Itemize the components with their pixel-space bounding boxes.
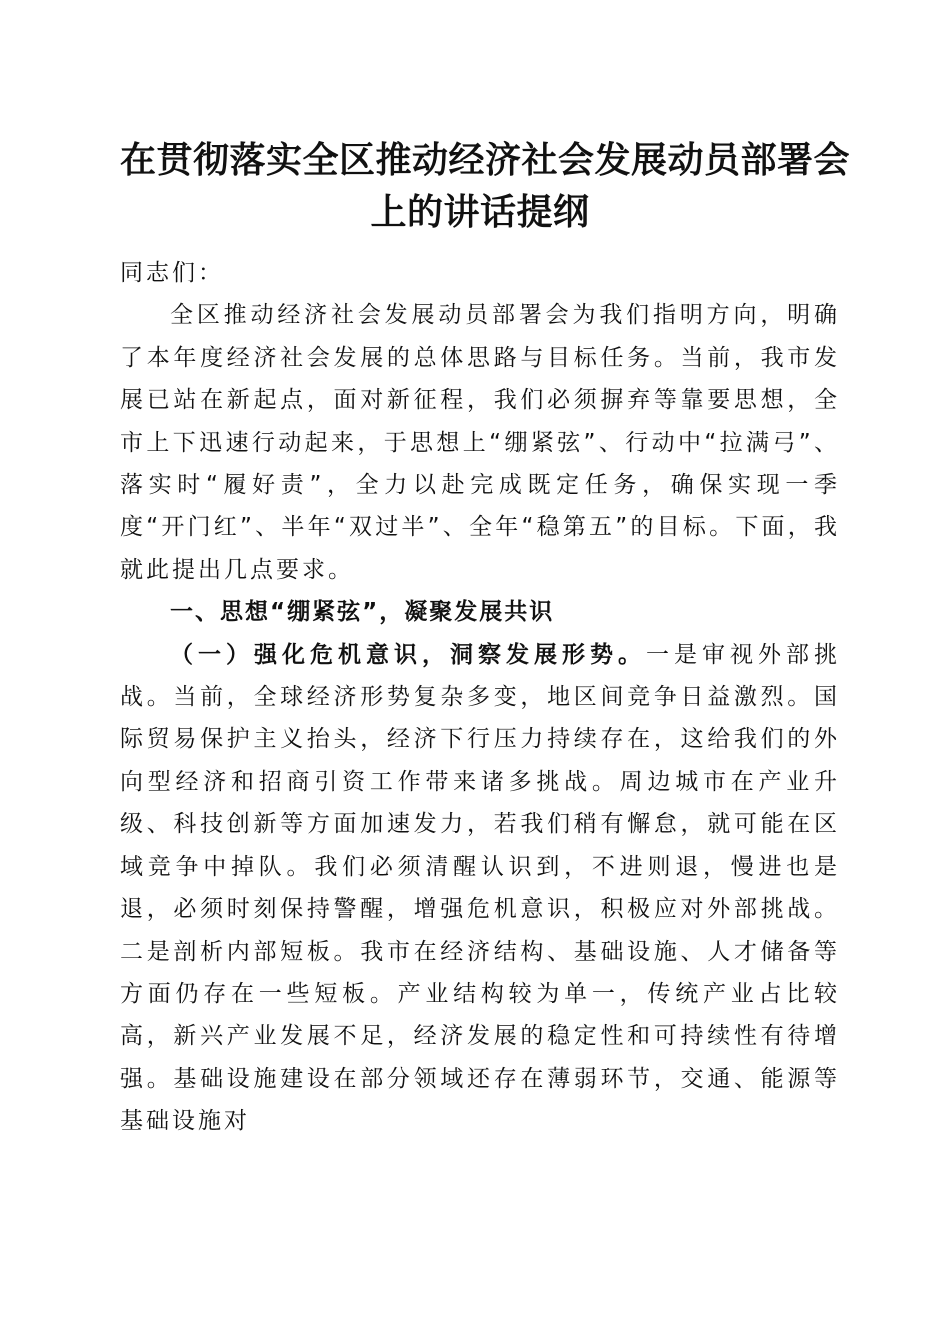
title-line-2: 上的讲话提纲	[370, 191, 590, 233]
document-body	[120, 252, 840, 1143]
document-page	[120, 0, 851, 1344]
subsection-heading-1: （一）强化危机意识，洞察发展形势。	[170, 641, 646, 668]
document-title	[120, 134, 851, 238]
section-heading-1: 一、思想“绷紧弦”，凝聚发展共识	[170, 599, 555, 626]
intro-paragraph: 全区推动经济社会发展动员部署会为我们指明方向，明确了本年度经济社会发展的总体思路与目标任务。当前，我市发展已站在新起点，面对新征程，我们必须摒弃等靠要思想，全市上下迅速行动起来，于思想上“绷紧弦”、行动中“拉满弓”、落实时“履好责”，全力以赴完成既定任务，确保实现一季度“开门红”、半年“双过半”、全年“稳第五”的目标。下面，我就此提出几点要求。	[120, 302, 840, 583]
title-line-1: 在贯彻落实全区推动经济社会发展动员部署会	[120, 139, 851, 181]
subsection-text-1: 一是审视外部挑战。当前，全球经济形势复杂多变，地区间竞争日益激烈。国际贸易保护主义抬头，经济下行压力持续存在，这给我们的外向型经济和招商引资工作带来诸多挑战。周边城市在产业升级、科技创新等方面加速发力，若我们稍有懈怠，就可能在区域竞争中掉队。我们必须清醒认识到，不进则退，慢进也是退，必须时刻保持警醒，增强危机意识，积极应对外部挑战。二是剖析内部短板。我市在经济结构、基础设施、人才储备等方面仍存在一些短板。产业结构较为单一，传统产业占比较高，新兴产业发展不足，经济发展的稳定性和可持续性有待增强。基础设施建设在部分领域还存在薄弱环节，交通、能源等基础设施对	[120, 641, 840, 1135]
salutation: 同志们：	[120, 260, 224, 286]
subsection-paragraph-1	[120, 634, 840, 1143]
